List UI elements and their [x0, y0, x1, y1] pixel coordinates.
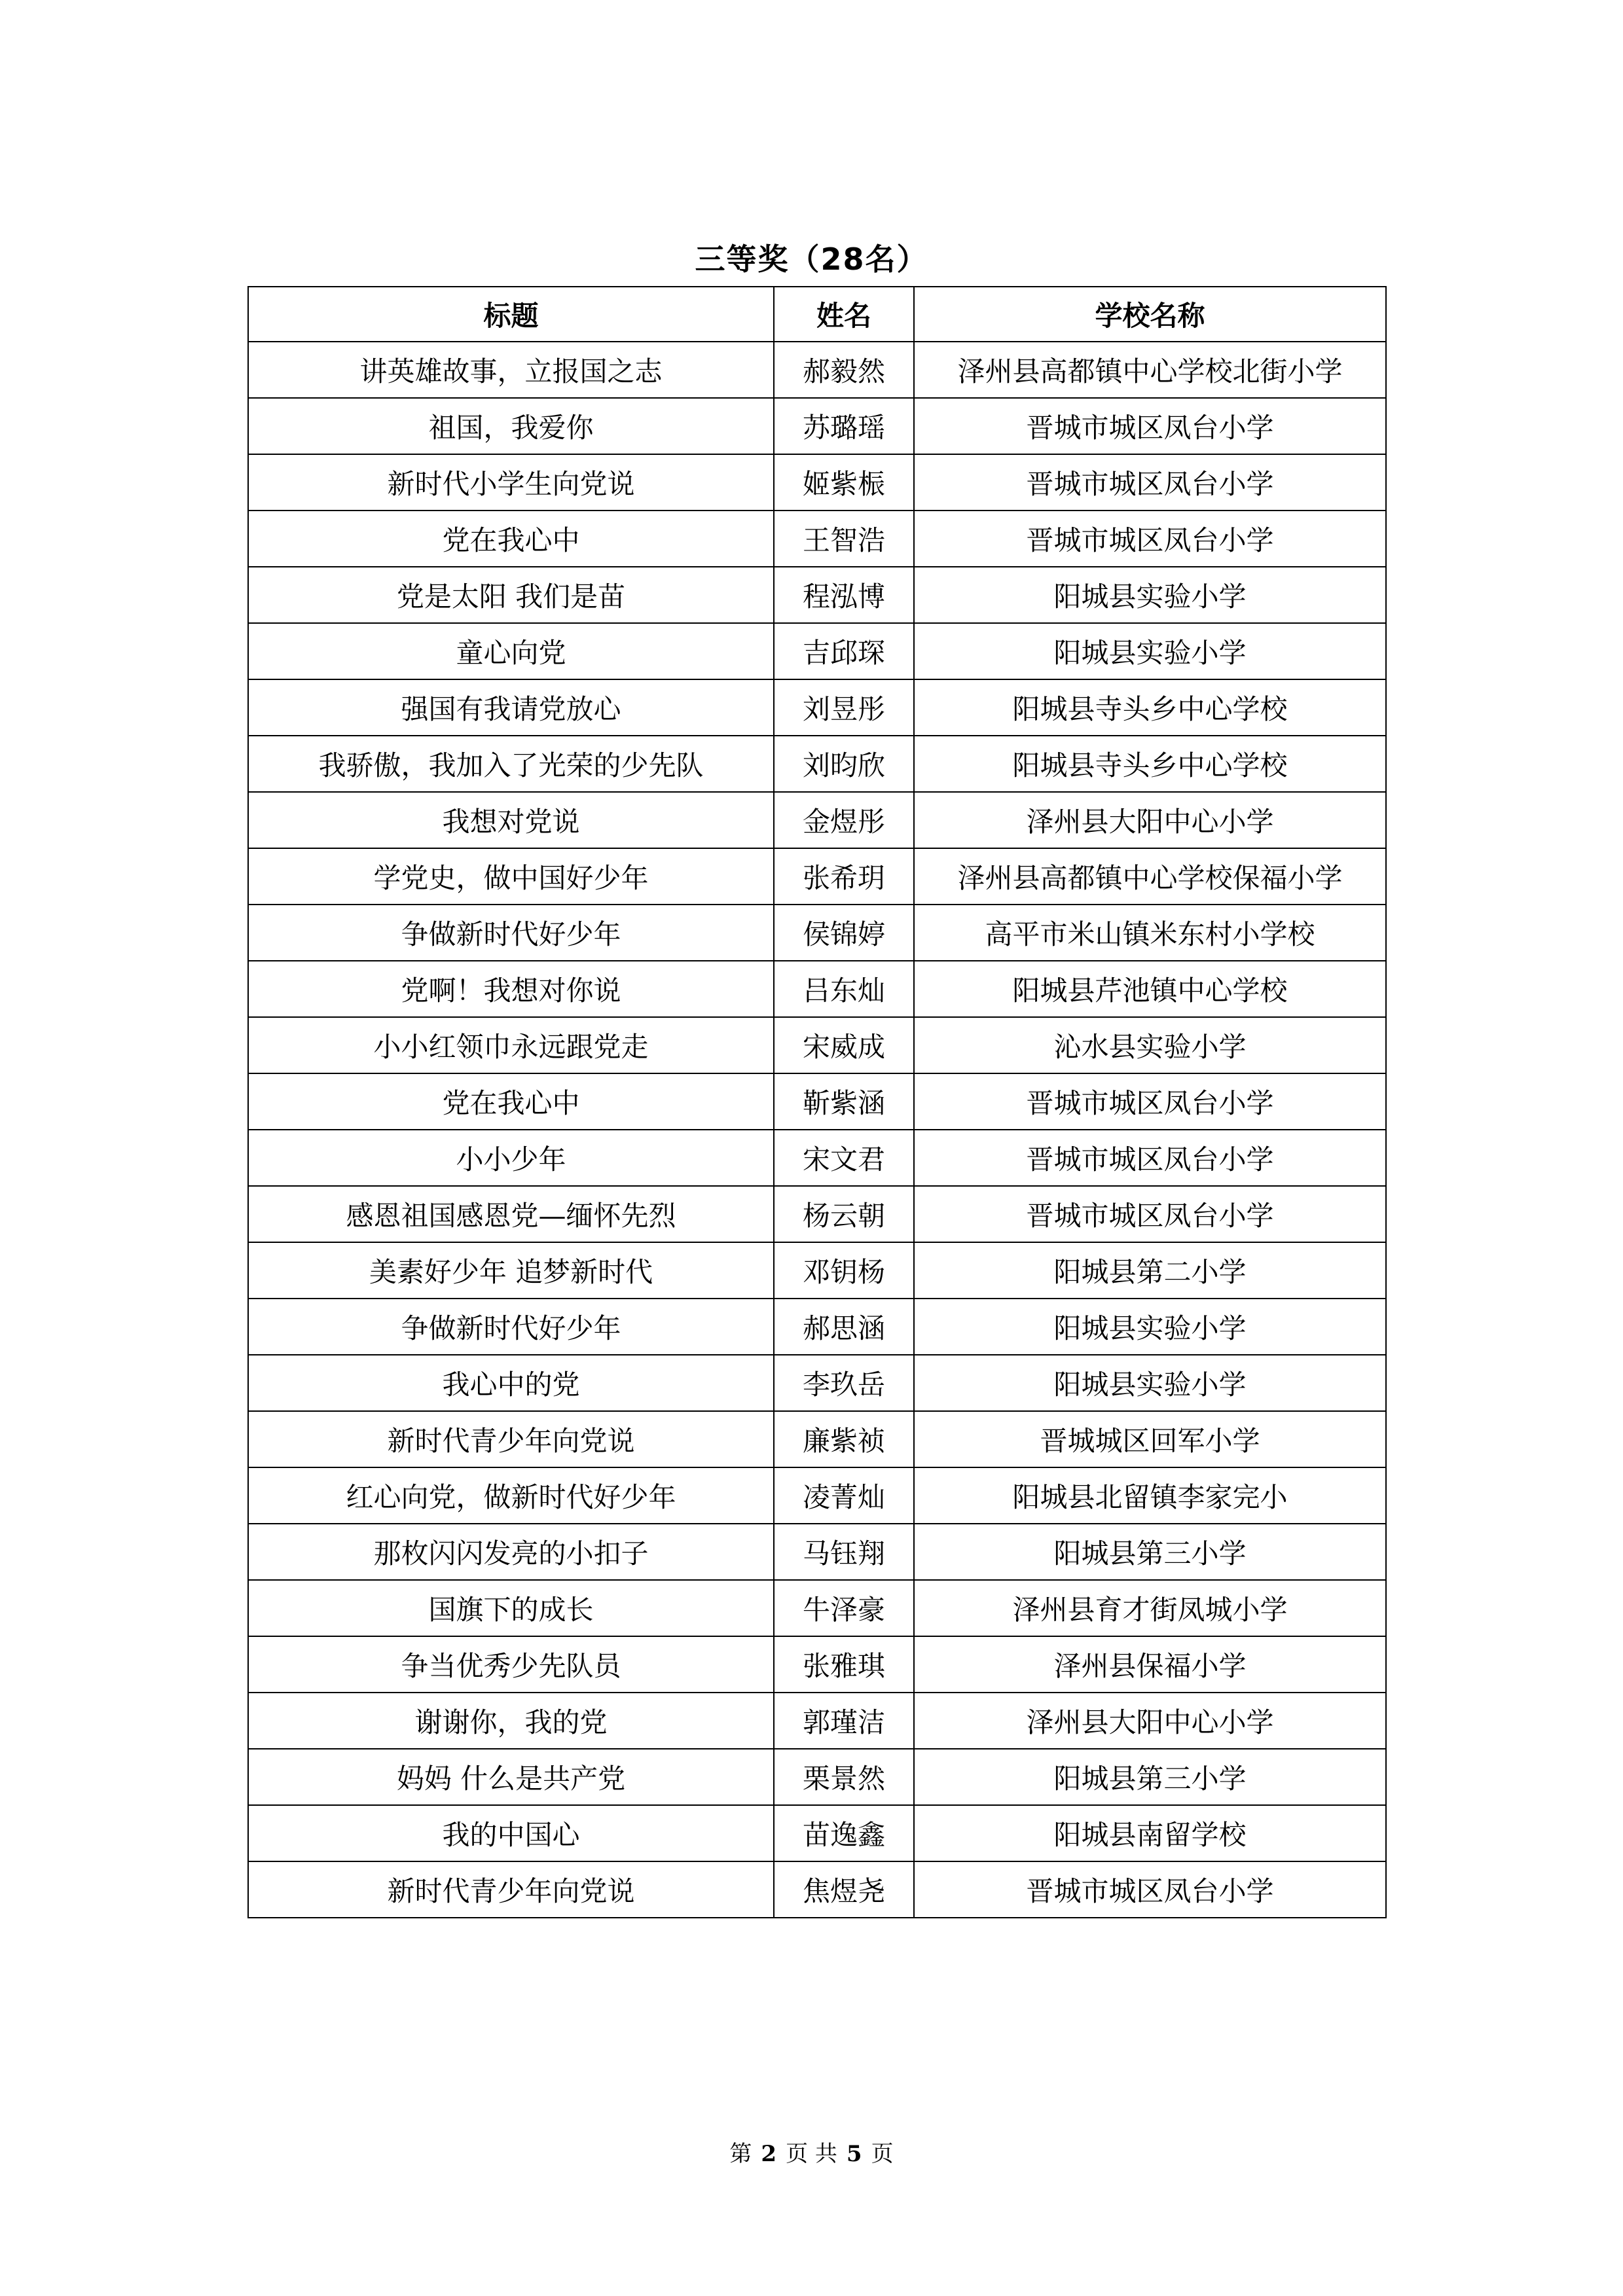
cell-name: 李玖岳	[774, 1355, 914, 1411]
page-title: 三等奖（28名）	[695, 242, 928, 277]
cell-name: 宋威成	[774, 1017, 914, 1073]
cell-title: 新时代青少年向党说	[248, 1861, 774, 1918]
table-row	[248, 511, 1386, 567]
cell-school: 泽州县保福小学	[914, 1636, 1386, 1693]
cell-title: 争当优秀少先队员	[248, 1636, 774, 1693]
table-row	[248, 1355, 1386, 1411]
cell-name: 刘昀欣	[774, 736, 914, 792]
table-row	[248, 1636, 1386, 1693]
table-row	[248, 1805, 1386, 1861]
cell-title: 祖国，我爱你	[248, 398, 774, 454]
cell-title: 党啊！我想对你说	[248, 961, 774, 1017]
cell-name: 金煜彤	[774, 792, 914, 848]
cell-name: 廉紫祯	[774, 1411, 914, 1467]
cell-school: 晋城市城区凤台小学	[914, 1073, 1386, 1130]
cell-school: 泽州县大阳中心小学	[914, 792, 1386, 848]
cell-name: 吕东灿	[774, 961, 914, 1017]
cell-name: 刘昱彤	[774, 679, 914, 736]
column-header-school: 学校名称	[914, 287, 1386, 342]
table-row	[248, 792, 1386, 848]
cell-school: 阳城县芹池镇中心学校	[914, 961, 1386, 1017]
cell-title: 强国有我请党放心	[248, 679, 774, 736]
table-row	[248, 736, 1386, 792]
table-row	[248, 1073, 1386, 1130]
cell-name: 姬紫桭	[774, 454, 914, 511]
cell-title: 讲英雄故事，立报国之志	[248, 342, 774, 398]
cell-title: 党在我心中	[248, 511, 774, 567]
cell-name: 焦煜尧	[774, 1861, 914, 1918]
table-row	[248, 567, 1386, 623]
table-row	[248, 905, 1386, 961]
cell-school: 阳城县实验小学	[914, 1355, 1386, 1411]
cell-school: 阳城县实验小学	[914, 1299, 1386, 1355]
table-header-row	[248, 287, 1386, 342]
cell-school: 晋城市城区凤台小学	[914, 511, 1386, 567]
cell-school: 晋城市城区凤台小学	[914, 1186, 1386, 1242]
cell-school: 泽州县育才街凤城小学	[914, 1580, 1386, 1636]
cell-name: 牛泽豪	[774, 1580, 914, 1636]
cell-name: 苏璐瑶	[774, 398, 914, 454]
cell-school: 晋城城区回军小学	[914, 1411, 1386, 1467]
cell-school: 阳城县寺头乡中心学校	[914, 679, 1386, 736]
cell-title: 争做新时代好少年	[248, 905, 774, 961]
cell-title: 党是太阳 我们是苗	[248, 567, 774, 623]
cell-school: 泽州县高都镇中心学校北街小学	[914, 342, 1386, 398]
footer-middle: 页 共	[786, 2141, 837, 2167]
table-row	[248, 1524, 1386, 1580]
cell-name: 张希玥	[774, 848, 914, 905]
table-row	[248, 1186, 1386, 1242]
cell-title: 国旗下的成长	[248, 1580, 774, 1636]
table-row	[248, 1693, 1386, 1749]
cell-school: 高平市米山镇米东村小学校	[914, 905, 1386, 961]
cell-title: 党在我心中	[248, 1073, 774, 1130]
table-row	[248, 342, 1386, 398]
cell-name: 靳紫涵	[774, 1073, 914, 1130]
cell-title: 红心向党，做新时代好少年	[248, 1467, 774, 1524]
table-row	[248, 398, 1386, 454]
cell-title: 学党史，做中国好少年	[248, 848, 774, 905]
cell-school: 泽州县高都镇中心学校保福小学	[914, 848, 1386, 905]
cell-name: 郭瑾洁	[774, 1693, 914, 1749]
cell-school: 阳城县第三小学	[914, 1524, 1386, 1580]
footer-prefix: 第	[729, 2141, 752, 2167]
column-header-title: 标题	[248, 287, 774, 342]
cell-title: 我骄傲，我加入了光荣的少先队	[248, 736, 774, 792]
table-row	[248, 1749, 1386, 1805]
table-row	[248, 1580, 1386, 1636]
table-row	[248, 1411, 1386, 1467]
table-row	[248, 454, 1386, 511]
cell-name: 郝毅然	[774, 342, 914, 398]
footer-total-pages: 5	[846, 2141, 862, 2167]
cell-title: 那枚闪闪发亮的小扣子	[248, 1524, 774, 1580]
table-row	[248, 1242, 1386, 1299]
table-row	[248, 679, 1386, 736]
cell-school: 阳城县第二小学	[914, 1242, 1386, 1299]
cell-name: 程泓博	[774, 567, 914, 623]
cell-school: 阳城县南留学校	[914, 1805, 1386, 1861]
table-row	[248, 1130, 1386, 1186]
table-row	[248, 1017, 1386, 1073]
awards-table	[247, 286, 1387, 1918]
cell-title: 我想对党说	[248, 792, 774, 848]
cell-name: 王智浩	[774, 511, 914, 567]
cell-school: 泽州县大阳中心小学	[914, 1693, 1386, 1749]
cell-title: 感恩祖国感恩党—缅怀先烈	[248, 1186, 774, 1242]
cell-school: 阳城县实验小学	[914, 623, 1386, 679]
cell-name: 宋文君	[774, 1130, 914, 1186]
cell-title: 小小红领巾永远跟党走	[248, 1017, 774, 1073]
column-header-name: 姓名	[774, 287, 914, 342]
cell-school: 阳城县北留镇李家完小	[914, 1467, 1386, 1524]
cell-school: 阳城县寺头乡中心学校	[914, 736, 1386, 792]
cell-title: 妈妈 什么是共产党	[248, 1749, 774, 1805]
footer-suffix: 页	[871, 2141, 894, 2167]
page-footer	[0, 2138, 1623, 2170]
cell-name: 凌菁灿	[774, 1467, 914, 1524]
cell-title: 新时代青少年向党说	[248, 1411, 774, 1467]
cell-school: 晋城市城区凤台小学	[914, 1861, 1386, 1918]
cell-title: 小小少年	[248, 1130, 774, 1186]
cell-title: 谢谢你，我的党	[248, 1693, 774, 1749]
footer-current-page: 2	[761, 2141, 777, 2167]
cell-name: 马钰翔	[774, 1524, 914, 1580]
table-row	[248, 848, 1386, 905]
cell-title: 新时代小学生向党说	[248, 454, 774, 511]
table-row	[248, 961, 1386, 1017]
cell-school: 晋城市城区凤台小学	[914, 398, 1386, 454]
cell-name: 吉邱琛	[774, 623, 914, 679]
table-row	[248, 1861, 1386, 1918]
cell-school: 晋城市城区凤台小学	[914, 1130, 1386, 1186]
cell-title: 美素好少年 追梦新时代	[248, 1242, 774, 1299]
table-row	[248, 1467, 1386, 1524]
cell-name: 邓钥杨	[774, 1242, 914, 1299]
cell-name: 杨云朝	[774, 1186, 914, 1242]
cell-title: 我心中的党	[248, 1355, 774, 1411]
cell-name: 郝思涵	[774, 1299, 914, 1355]
table-row	[248, 1299, 1386, 1355]
cell-name: 张雅琪	[774, 1636, 914, 1693]
cell-title: 童心向党	[248, 623, 774, 679]
table-row	[248, 623, 1386, 679]
cell-title: 我的中国心	[248, 1805, 774, 1861]
cell-name: 苗逸鑫	[774, 1805, 914, 1861]
cell-name: 栗景然	[774, 1749, 914, 1805]
cell-title: 争做新时代好少年	[248, 1299, 774, 1355]
cell-school: 晋城市城区凤台小学	[914, 454, 1386, 511]
cell-name: 侯锦婷	[774, 905, 914, 961]
cell-school: 沁水县实验小学	[914, 1017, 1386, 1073]
cell-school: 阳城县实验小学	[914, 567, 1386, 623]
cell-school: 阳城县第三小学	[914, 1749, 1386, 1805]
